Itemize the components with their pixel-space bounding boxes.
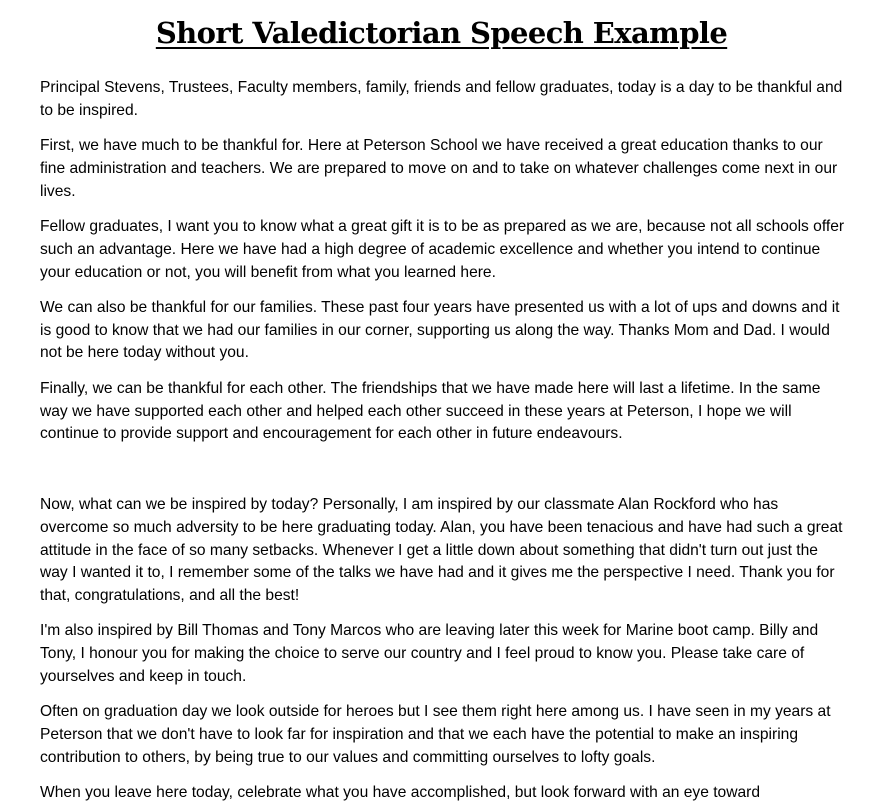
paragraph-closing: When you leave here today, celebrate what you have accomplished, but look forward with an eye toward (40, 784, 761, 802)
paragraph-greeting: Principal Stevens, Trustees, Faculty members, family, friends and fellow graduates, today is a day to be thankful and to be inspired. (40, 79, 843, 119)
paragraph-inspired-bill-tony: I'm also inspired by Bill Thomas and Tony Marcos who are leaving later this week for Marine boot camp. Billy and Tony, I honour you for making the choice to serve our country and I feel proud to know you. Please take care of yourselves and keep in touch. (40, 622, 819, 686)
document-body (40, 77, 848, 803)
paragraph-inspired-alan: Now, what can we be inspired by today? Personally, I am inspired by our classmate Alan Rockford who has overcome so much adversity to be here graduating today. Alan, you have been tenacious and have had such a great attitude in the face of so many setbacks. Whenever I get a little down about something that didn't turn out just the way I wanted it to, I remember some of the talks we have had and it gives me the perspective I need. Thank you for that, congratulations, and all the best! (40, 495, 843, 605)
blank-line (40, 459, 848, 482)
paragraph-fellow-graduates: Fellow graduates, I want you to know what a great gift it is to be as prepared as we are, because not all schools offer such an advantage. Here we have had a high degree of academic excellence and whether you intend to continue your education or not, you will benefit from what you learned here. (40, 217, 845, 281)
paragraph-families: We can also be thankful for our families. These past four years have presented us with a lot of ups and downs and it is good to know that we had our families in our corner, supporting us along the way. Thanks Mom and Dad. I would not be here today without you. (40, 298, 840, 362)
document-title: Short Valedictorian Speech Example (155, 16, 728, 50)
paragraph-each-other: Finally, we can be thankful for each other. The friendships that we have made here will last a lifetime. In the same way we have supported each other and helped each other succeed in these years at Peterson, I hope we will continue to provide support and encouragement for each other in future endeavours. (40, 379, 821, 443)
paragraph-thankful-education: First, we have much to be thankful for. Here at Peterson School we have received a great education thanks to our fine administration and teachers. We are prepared to move on and to take on whatever challenges come next in our lives. (40, 137, 838, 200)
paragraph-heroes: Often on graduation day we look outside for heroes but I see them right here among us. I have seen in my years at Peterson that we don't have to look far for inspiration and that we each have the potential to make an inspiring contribution to others, by being true to our values and committing ourselves to lofty goals. (40, 703, 831, 766)
